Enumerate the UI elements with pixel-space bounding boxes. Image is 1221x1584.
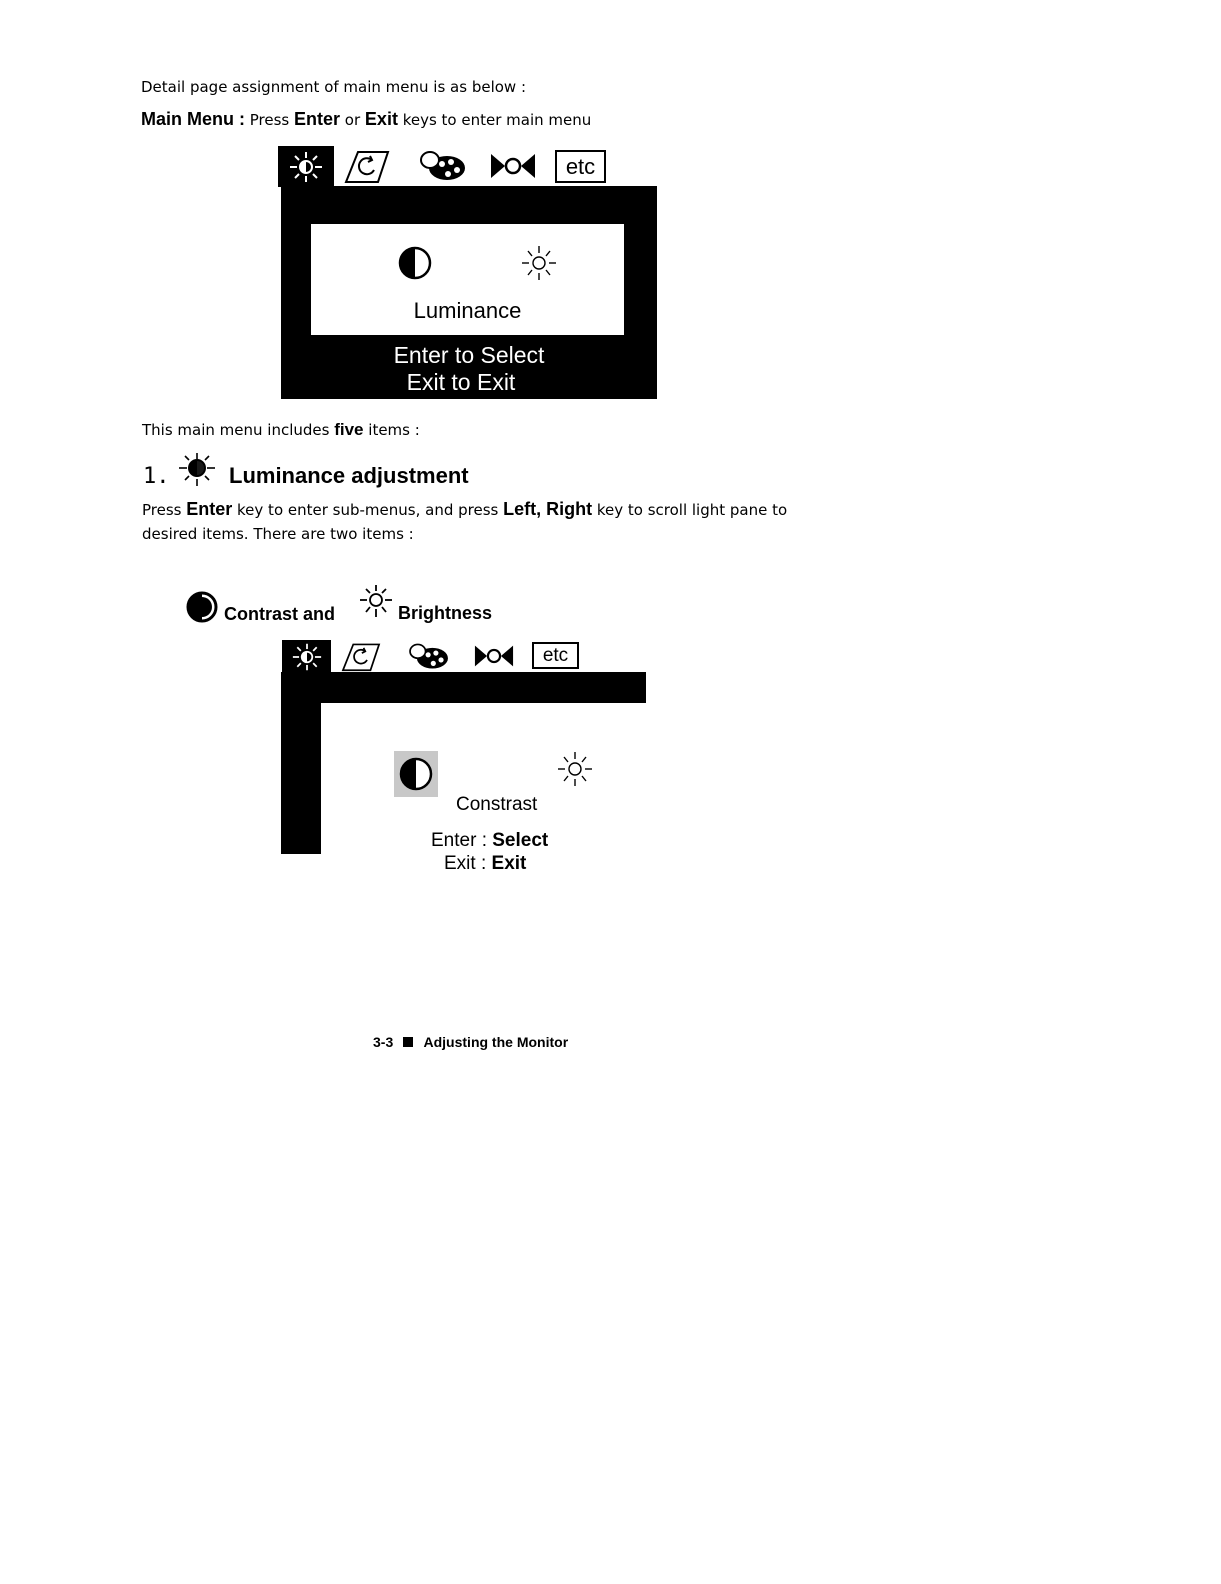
contrast-selection-highlight[interactable]: [394, 751, 438, 797]
main-menu-text-1: Press: [245, 111, 295, 129]
position-tab-2[interactable]: [472, 642, 516, 670]
square-bullet-icon: [403, 1037, 413, 1047]
footer-title: Adjusting the Monitor: [423, 1034, 569, 1050]
luminance-tab-2[interactable]: [282, 640, 331, 673]
exit-to-exit-text: Exit to Exit: [406, 369, 516, 395]
submenu-left-bar: [281, 672, 321, 854]
exit-label: Exit :: [444, 853, 492, 874]
main-menu-osd: [281, 186, 657, 399]
contrast-icon[interactable]: [398, 246, 432, 280]
luminance-tab[interactable]: [278, 146, 334, 187]
exit-value: Exit: [491, 853, 527, 874]
main-menu-label: Main Menu :: [141, 109, 245, 129]
select-value: Select: [492, 830, 549, 851]
five-items-prefix: This main menu includes: [142, 421, 335, 439]
main-menu-line: [141, 109, 591, 130]
brightness-label: Brightness: [398, 603, 493, 623]
geometry-tab[interactable]: [344, 148, 390, 184]
geometry-icon: [340, 641, 382, 672]
bowtie-icon: [472, 643, 516, 669]
five-items-text: [142, 420, 420, 440]
geometry-icon: [344, 148, 390, 184]
palette-icon: [418, 148, 468, 184]
press-text-3: key to scroll light pane to: [592, 501, 788, 519]
palette-icon: [406, 641, 452, 672]
press-left-right-keys: Left, Right: [503, 499, 593, 519]
luminance-pane: [311, 224, 624, 335]
section-number: 1.: [143, 464, 170, 489]
color-tab[interactable]: [418, 148, 468, 184]
contrast-icon: [399, 757, 433, 791]
osd-icon-bar-2: [282, 640, 582, 673]
submenu-top-bar: [281, 672, 646, 703]
enter-select-line: [431, 830, 548, 852]
press-text-2: key to enter sub-menus, and press: [232, 501, 504, 519]
press-enter-para-line2: desired items. There are two items :: [142, 525, 414, 543]
exit-exit-line: [444, 853, 526, 875]
etc-tab-2[interactable]: etc: [532, 642, 579, 669]
contrast-and-label: Contrast and: [224, 604, 336, 624]
enter-to-select-text: Enter to Select: [393, 342, 545, 368]
sun-icon: [286, 150, 326, 184]
intro-text: Detail page assignment of main menu is as below :: [141, 78, 527, 96]
constrast-label: Constrast: [456, 794, 538, 815]
press-enter-para-line1: [142, 499, 787, 520]
etc-tab[interactable]: etc: [555, 150, 606, 183]
brightness-icon[interactable]: [519, 244, 559, 282]
position-tab[interactable]: [488, 150, 538, 182]
page-number: 3-3: [373, 1034, 394, 1050]
press-enter-key: Enter: [186, 499, 233, 519]
press-text-1: Press: [142, 501, 187, 519]
luminance-sun-icon: [175, 452, 219, 488]
color-tab-2[interactable]: [406, 641, 452, 672]
contrast-icon: [186, 591, 218, 623]
five-items-suffix: items :: [363, 421, 420, 439]
enter-label: Enter :: [431, 830, 493, 851]
brightness-icon: [356, 584, 396, 620]
page-footer: [373, 1034, 568, 1050]
exit-key-label: Exit: [364, 109, 398, 129]
brightness-icon[interactable]: [555, 750, 595, 788]
geometry-tab-2[interactable]: [340, 641, 382, 672]
five-bold: five: [334, 420, 364, 439]
section-title: Luminance adjustment: [229, 463, 469, 488]
main-menu-text-2: or: [340, 111, 365, 129]
bowtie-icon: [488, 151, 538, 181]
sun-icon: [289, 642, 325, 672]
luminance-label: Luminance: [413, 298, 522, 323]
main-menu-text-3: keys to enter main menu: [397, 111, 592, 129]
osd-icon-bar: [278, 146, 613, 186]
enter-key-label: Enter: [294, 109, 341, 129]
